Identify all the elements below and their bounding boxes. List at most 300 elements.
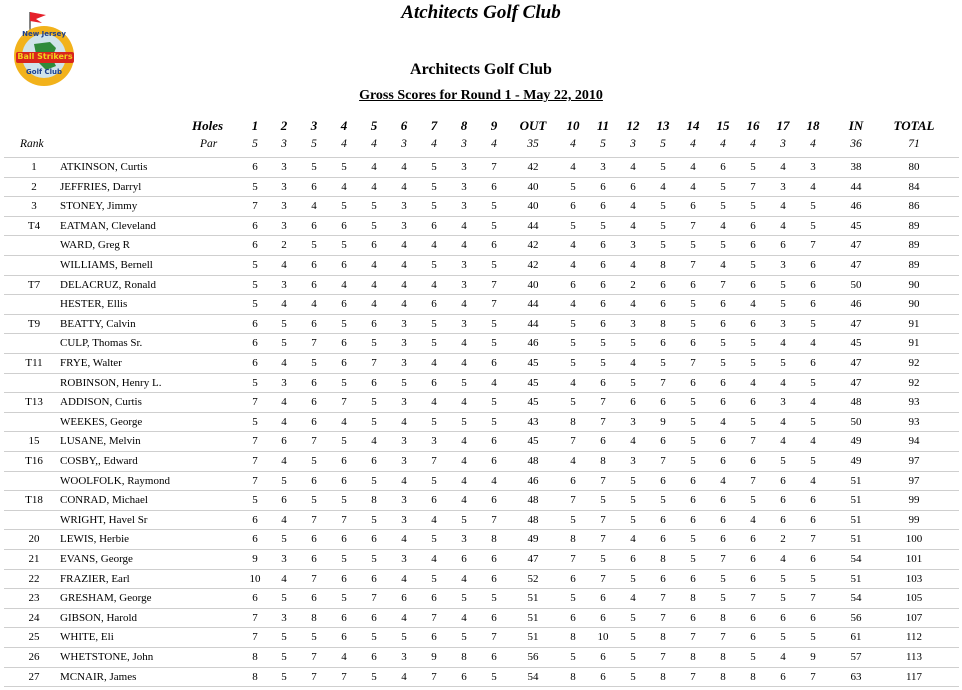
score-cell: 7 <box>491 298 497 311</box>
score-cell: 4 <box>371 435 377 448</box>
par-value: 4 <box>491 138 497 150</box>
score-cell: 6 <box>491 180 497 193</box>
score-cell: 5 <box>630 572 636 585</box>
score-cell: 3 <box>401 317 407 330</box>
score-cell: 6 <box>341 533 347 546</box>
score-cell: 5 <box>810 455 816 467</box>
score-cell: 5 <box>461 592 467 605</box>
score-cell: 8 <box>720 611 726 624</box>
score-cell: 6 <box>311 474 317 487</box>
score-cell: 6 <box>371 317 377 330</box>
score-cell: 3 <box>401 455 407 467</box>
score-cell: 6 <box>780 611 786 624</box>
table-row <box>0 196 962 216</box>
score-cell: 5 <box>630 513 636 526</box>
score-cell: 10 <box>249 572 261 585</box>
score-cell: 7 <box>311 435 317 448</box>
score-cell: 40 <box>527 180 539 193</box>
score-cell: 5 <box>600 219 606 232</box>
score-cell: 3 <box>281 611 287 624</box>
score-cell: 8 <box>750 670 756 683</box>
score-cell: 7 <box>570 494 576 507</box>
score-cell: 5 <box>461 415 467 428</box>
score-cell: 50 <box>850 278 862 291</box>
score-cell: 6 <box>570 474 576 487</box>
score-cell: 7 <box>252 631 258 644</box>
score-cell: 4 <box>311 200 317 213</box>
score-cell: 5 <box>431 180 437 193</box>
score-cell: 6 <box>780 474 786 487</box>
score-cell: 5 <box>780 298 786 311</box>
score-cell: 6 <box>491 357 497 369</box>
score-cell: 5 <box>630 337 636 350</box>
score-cell: 86 <box>908 200 920 213</box>
score-cell: 5 <box>690 317 696 330</box>
score-cell: 4 <box>431 239 437 252</box>
score-cell: 5 <box>252 180 258 193</box>
score-cell: 5 <box>371 553 377 565</box>
score-cell: 3 <box>780 396 786 409</box>
score-cell: 4 <box>281 513 287 526</box>
score-cell: 3 <box>401 513 407 526</box>
score-cell: 5 <box>431 317 437 330</box>
score-cell: 6 <box>491 494 497 507</box>
score-cell: 6 <box>600 592 606 605</box>
score-cell: 4 <box>431 513 437 526</box>
score-cell: 7 <box>660 455 666 467</box>
score-cell: 4 <box>780 651 786 663</box>
score-cell: 6 <box>630 396 636 409</box>
hole-header-1: 1 <box>251 118 259 133</box>
hole-header-2: 2 <box>280 118 288 133</box>
score-cell: 7 <box>341 670 347 683</box>
score-cell: 5 <box>690 435 696 448</box>
score-cell: 3 <box>401 553 407 565</box>
score-cell: 5 <box>491 415 497 428</box>
score-cell: 3 <box>810 161 816 173</box>
rank-cell: 1 <box>31 161 37 173</box>
score-cell: 107 <box>905 611 923 624</box>
par-value: 4 <box>720 138 726 150</box>
score-cell: 6 <box>341 611 347 624</box>
score-cell: 6 <box>311 278 317 291</box>
score-cell: 6 <box>600 239 606 252</box>
score-cell: 3 <box>600 161 606 173</box>
score-cell: 6 <box>780 513 786 526</box>
score-cell: 5 <box>720 337 726 350</box>
score-cell: 4 <box>461 239 467 252</box>
player-name: WEEKES, George <box>60 415 143 428</box>
score-cell: 8 <box>660 631 666 644</box>
score-cell: 4 <box>281 259 287 271</box>
score-cell: 7 <box>600 415 606 428</box>
score-cell: 5 <box>660 239 666 252</box>
score-cell: 6 <box>431 494 437 507</box>
player-name: EATMAN, Cleveland <box>60 219 156 232</box>
score-cell: 92 <box>908 376 920 389</box>
score-cell: 5 <box>311 631 317 644</box>
score-cell: 5 <box>750 357 756 369</box>
score-cell: 112 <box>905 631 923 644</box>
score-cell: 5 <box>690 455 696 467</box>
score-cell: 7 <box>690 670 696 683</box>
score-cell: 5 <box>720 239 726 252</box>
score-cell: 6 <box>461 553 467 565</box>
score-cell: 42 <box>527 161 539 173</box>
score-cell: 3 <box>461 533 467 546</box>
score-cell: 5 <box>461 631 467 644</box>
rank-cell: 26 <box>28 651 40 663</box>
score-cell: 5 <box>401 631 407 644</box>
score-cell: 5 <box>341 239 347 252</box>
score-cell: 5 <box>720 357 726 369</box>
score-cell: 4 <box>401 533 407 546</box>
score-cell: 99 <box>908 494 920 507</box>
score-cell: 7 <box>341 513 347 526</box>
score-cell: 4 <box>491 474 497 487</box>
score-cell: 5 <box>371 631 377 644</box>
score-cell: 3 <box>461 278 467 291</box>
score-cell: 5 <box>810 415 816 428</box>
score-cell: 3 <box>630 415 636 428</box>
score-cell: 5 <box>281 631 287 644</box>
score-cell: 4 <box>401 415 407 428</box>
score-cell: 8 <box>570 631 576 644</box>
score-cell: 61 <box>850 631 862 644</box>
score-cell: 7 <box>660 592 666 605</box>
score-cell: 5 <box>810 219 816 232</box>
score-cell: 4 <box>630 259 636 271</box>
score-cell: 7 <box>690 219 696 232</box>
score-cell: 90 <box>908 298 920 311</box>
score-cell: 6 <box>720 494 726 507</box>
score-cell: 3 <box>461 200 467 213</box>
par-value: 3 <box>780 138 786 150</box>
score-cell: 4 <box>630 161 636 173</box>
score-cell: 89 <box>908 219 920 232</box>
score-cell: 4 <box>570 239 576 252</box>
score-cell: 4 <box>461 572 467 585</box>
score-cell: 5 <box>431 533 437 546</box>
score-cell: 6 <box>401 592 407 605</box>
score-cell: 7 <box>431 611 437 624</box>
score-cell: 7 <box>720 278 726 291</box>
score-cell: 5 <box>570 219 576 232</box>
club-name: Architects Golf Club <box>410 61 552 78</box>
par-value: 71 <box>908 138 920 150</box>
score-cell: 3 <box>780 180 786 193</box>
par-value: 4 <box>810 138 816 150</box>
score-cell: 4 <box>720 219 726 232</box>
score-cell: 6 <box>750 317 756 330</box>
score-cell: 7 <box>600 396 606 409</box>
score-cell: 6 <box>431 376 437 389</box>
score-cell: 5 <box>600 357 606 369</box>
score-cell: 5 <box>311 161 317 173</box>
score-cell: 6 <box>570 200 576 213</box>
score-cell: 7 <box>491 513 497 526</box>
score-cell: 3 <box>780 317 786 330</box>
rank-cell: 24 <box>28 611 40 624</box>
player-name: MCNAIR, James <box>60 670 137 683</box>
par-label: Par <box>200 138 218 150</box>
score-cell: 6 <box>252 239 258 252</box>
score-cell: 6 <box>720 161 726 173</box>
score-cell: 6 <box>311 553 317 565</box>
table-row <box>0 353 962 373</box>
score-cell: 4 <box>281 455 287 467</box>
score-cell: 4 <box>431 396 437 409</box>
score-cell: 6 <box>491 435 497 448</box>
score-cell: 5 <box>810 200 816 213</box>
score-cell: 5 <box>690 396 696 409</box>
score-cell: 6 <box>281 494 287 507</box>
score-cell: 3 <box>401 200 407 213</box>
score-cell: 51 <box>850 494 862 507</box>
score-cell: 4 <box>720 259 726 271</box>
score-cell: 6 <box>252 337 258 350</box>
score-cell: 5 <box>281 670 287 683</box>
score-cell: 6 <box>720 298 726 311</box>
score-cell: 5 <box>281 474 287 487</box>
score-cell: 101 <box>905 553 923 565</box>
score-cell: 6 <box>371 611 377 624</box>
rank-label: Rank <box>20 138 44 150</box>
top-title: Atchitects Golf Club <box>401 2 561 23</box>
score-cell: 4 <box>401 239 407 252</box>
score-cell: 6 <box>690 474 696 487</box>
score-cell: 47 <box>850 357 862 369</box>
rank-cell: 25 <box>28 631 40 644</box>
score-cell: 8 <box>461 651 467 663</box>
hole-header-out: OUT <box>519 118 547 133</box>
player-name: FRAZIER, Earl <box>60 572 130 585</box>
score-cell: 3 <box>401 435 407 448</box>
score-cell: 7 <box>660 376 666 389</box>
score-cell: 54 <box>850 592 862 605</box>
score-cell: 44 <box>850 180 862 193</box>
score-cell: 5 <box>401 376 407 389</box>
score-cell: 51 <box>527 631 539 644</box>
par-value: 3 <box>401 138 407 150</box>
score-cell: 4 <box>401 161 407 173</box>
score-cell: 5 <box>810 376 816 389</box>
score-cell: 4 <box>570 259 576 271</box>
score-cell: 52 <box>527 572 539 585</box>
score-cell: 6 <box>720 317 726 330</box>
score-cell: 8 <box>660 259 666 271</box>
par-value: 3 <box>281 138 287 150</box>
table-row <box>0 647 962 667</box>
table-row <box>0 588 962 608</box>
score-cell: 6 <box>311 180 317 193</box>
score-cell: 5 <box>431 200 437 213</box>
score-cell: 6 <box>311 592 317 605</box>
score-cell: 5 <box>371 396 377 409</box>
score-cell: 8 <box>252 670 258 683</box>
score-cell: 5 <box>570 337 576 350</box>
score-cell: 4 <box>630 533 636 546</box>
score-cell: 6 <box>750 533 756 546</box>
score-cell: 6 <box>252 219 258 232</box>
score-cell: 3 <box>281 180 287 193</box>
score-cell: 5 <box>630 651 636 663</box>
rank-cell: 15 <box>28 435 40 448</box>
score-cell: 6 <box>810 494 816 507</box>
table-row <box>0 392 962 412</box>
score-cell: 49 <box>850 435 862 448</box>
holes-label: Holes <box>192 118 224 133</box>
score-cell: 93 <box>908 415 920 428</box>
score-cell: 47 <box>850 317 862 330</box>
score-cell: 5 <box>431 259 437 271</box>
score-cell: 50 <box>850 415 862 428</box>
table-row <box>0 431 962 451</box>
score-cell: 5 <box>690 533 696 546</box>
score-cell: 97 <box>908 455 920 467</box>
score-cell: 8 <box>690 592 696 605</box>
score-cell: 46 <box>527 337 539 350</box>
score-cell: 4 <box>810 435 816 448</box>
score-cell: 6 <box>600 435 606 448</box>
par-value: 4 <box>371 138 377 150</box>
logo-banner-text: Ball Strikers <box>17 52 73 61</box>
score-cell: 2 <box>630 278 636 291</box>
score-cell: 4 <box>461 474 467 487</box>
score-cell: 7 <box>660 611 666 624</box>
score-cell: 5 <box>630 494 636 507</box>
score-cell: 6 <box>660 533 666 546</box>
score-cell: 6 <box>491 239 497 252</box>
score-cell: 6 <box>690 513 696 526</box>
score-cell: 45 <box>527 396 539 409</box>
score-cell: 4 <box>461 435 467 448</box>
score-cell: 6 <box>690 611 696 624</box>
score-cell: 6 <box>431 631 437 644</box>
score-cell: 5 <box>281 592 287 605</box>
score-cell: 6 <box>810 298 816 311</box>
table-row <box>0 667 962 687</box>
score-cell: 5 <box>371 670 377 683</box>
score-cell: 6 <box>341 337 347 350</box>
score-cell: 7 <box>570 435 576 448</box>
score-cell: 45 <box>527 376 539 389</box>
score-cell: 6 <box>252 592 258 605</box>
score-cell: 44 <box>527 298 539 311</box>
score-cell: 48 <box>527 455 539 467</box>
score-cell: 5 <box>570 317 576 330</box>
score-cell: 7 <box>311 513 317 526</box>
score-cell: 3 <box>281 376 287 389</box>
score-cell: 51 <box>527 611 539 624</box>
score-cell: 3 <box>630 239 636 252</box>
score-cell: 91 <box>908 337 920 350</box>
table-row <box>0 451 962 471</box>
score-cell: 8 <box>570 533 576 546</box>
score-cell: 5 <box>600 494 606 507</box>
score-cell: 6 <box>600 278 606 291</box>
score-cell: 42 <box>527 239 539 252</box>
score-cell: 38 <box>850 161 862 173</box>
score-cell: 4 <box>780 553 786 565</box>
score-cell: 6 <box>810 611 816 624</box>
rank-cell: T16 <box>25 455 43 467</box>
score-cell: 5 <box>252 298 258 311</box>
score-cell: 5 <box>252 494 258 507</box>
score-cell: 7 <box>690 259 696 271</box>
score-cell: 5 <box>780 631 786 644</box>
score-cell: 6 <box>371 455 377 467</box>
score-cell: 4 <box>810 474 816 487</box>
score-cell: 5 <box>371 474 377 487</box>
score-cell: 6 <box>660 474 666 487</box>
score-cell: 5 <box>570 396 576 409</box>
score-cell: 3 <box>281 200 287 213</box>
table-row <box>0 333 962 353</box>
table-row <box>0 549 962 569</box>
score-cell: 7 <box>600 533 606 546</box>
score-cell: 6 <box>720 376 726 389</box>
score-cell: 7 <box>750 180 756 193</box>
score-cell: 6 <box>252 513 258 526</box>
score-cell: 4 <box>461 219 467 232</box>
score-cell: 3 <box>281 219 287 232</box>
score-cell: 5 <box>341 553 347 565</box>
par-value: 3 <box>630 138 636 150</box>
player-name: GIBSON, Harold <box>60 611 137 624</box>
score-cell: 3 <box>281 161 287 173</box>
score-cell: 5 <box>690 239 696 252</box>
player-name: ADDISON, Curtis <box>60 396 142 409</box>
score-cell: 6 <box>371 239 377 252</box>
score-cell: 4 <box>690 161 696 173</box>
score-cell: 117 <box>905 670 923 683</box>
hole-header-in: IN <box>848 118 864 133</box>
score-cell: 48 <box>527 513 539 526</box>
hole-header-13: 13 <box>656 118 670 133</box>
score-cell: 4 <box>281 357 287 369</box>
rank-cell: T11 <box>25 357 43 369</box>
score-cell: 6 <box>431 219 437 232</box>
score-cell: 7 <box>431 455 437 467</box>
player-name: ROBINSON, Henry L. <box>60 376 162 389</box>
rank-cell: 23 <box>28 592 40 605</box>
score-cell: 6 <box>750 572 756 585</box>
score-cell: 49 <box>850 455 862 467</box>
table-row <box>0 255 962 275</box>
score-cell: 5 <box>371 415 377 428</box>
hole-header-3: 3 <box>310 118 318 133</box>
table-row <box>0 510 962 530</box>
score-cell: 7 <box>341 396 347 409</box>
par-value: 4 <box>690 138 696 150</box>
score-cell: 4 <box>311 298 317 311</box>
score-cell: 5 <box>570 651 576 663</box>
score-cell: 51 <box>527 592 539 605</box>
score-cell: 7 <box>750 435 756 448</box>
player-name: WARD, Greg R <box>60 239 130 252</box>
score-cell: 5 <box>660 161 666 173</box>
score-cell: 6 <box>371 533 377 546</box>
table-row <box>0 314 962 334</box>
score-cell: 5 <box>600 337 606 350</box>
score-cell: 5 <box>780 278 786 291</box>
score-cell: 51 <box>850 474 862 487</box>
score-cell: 6 <box>311 533 317 546</box>
score-cell: 5 <box>720 200 726 213</box>
score-cell: 5 <box>750 494 756 507</box>
score-cell: 3 <box>401 337 407 350</box>
